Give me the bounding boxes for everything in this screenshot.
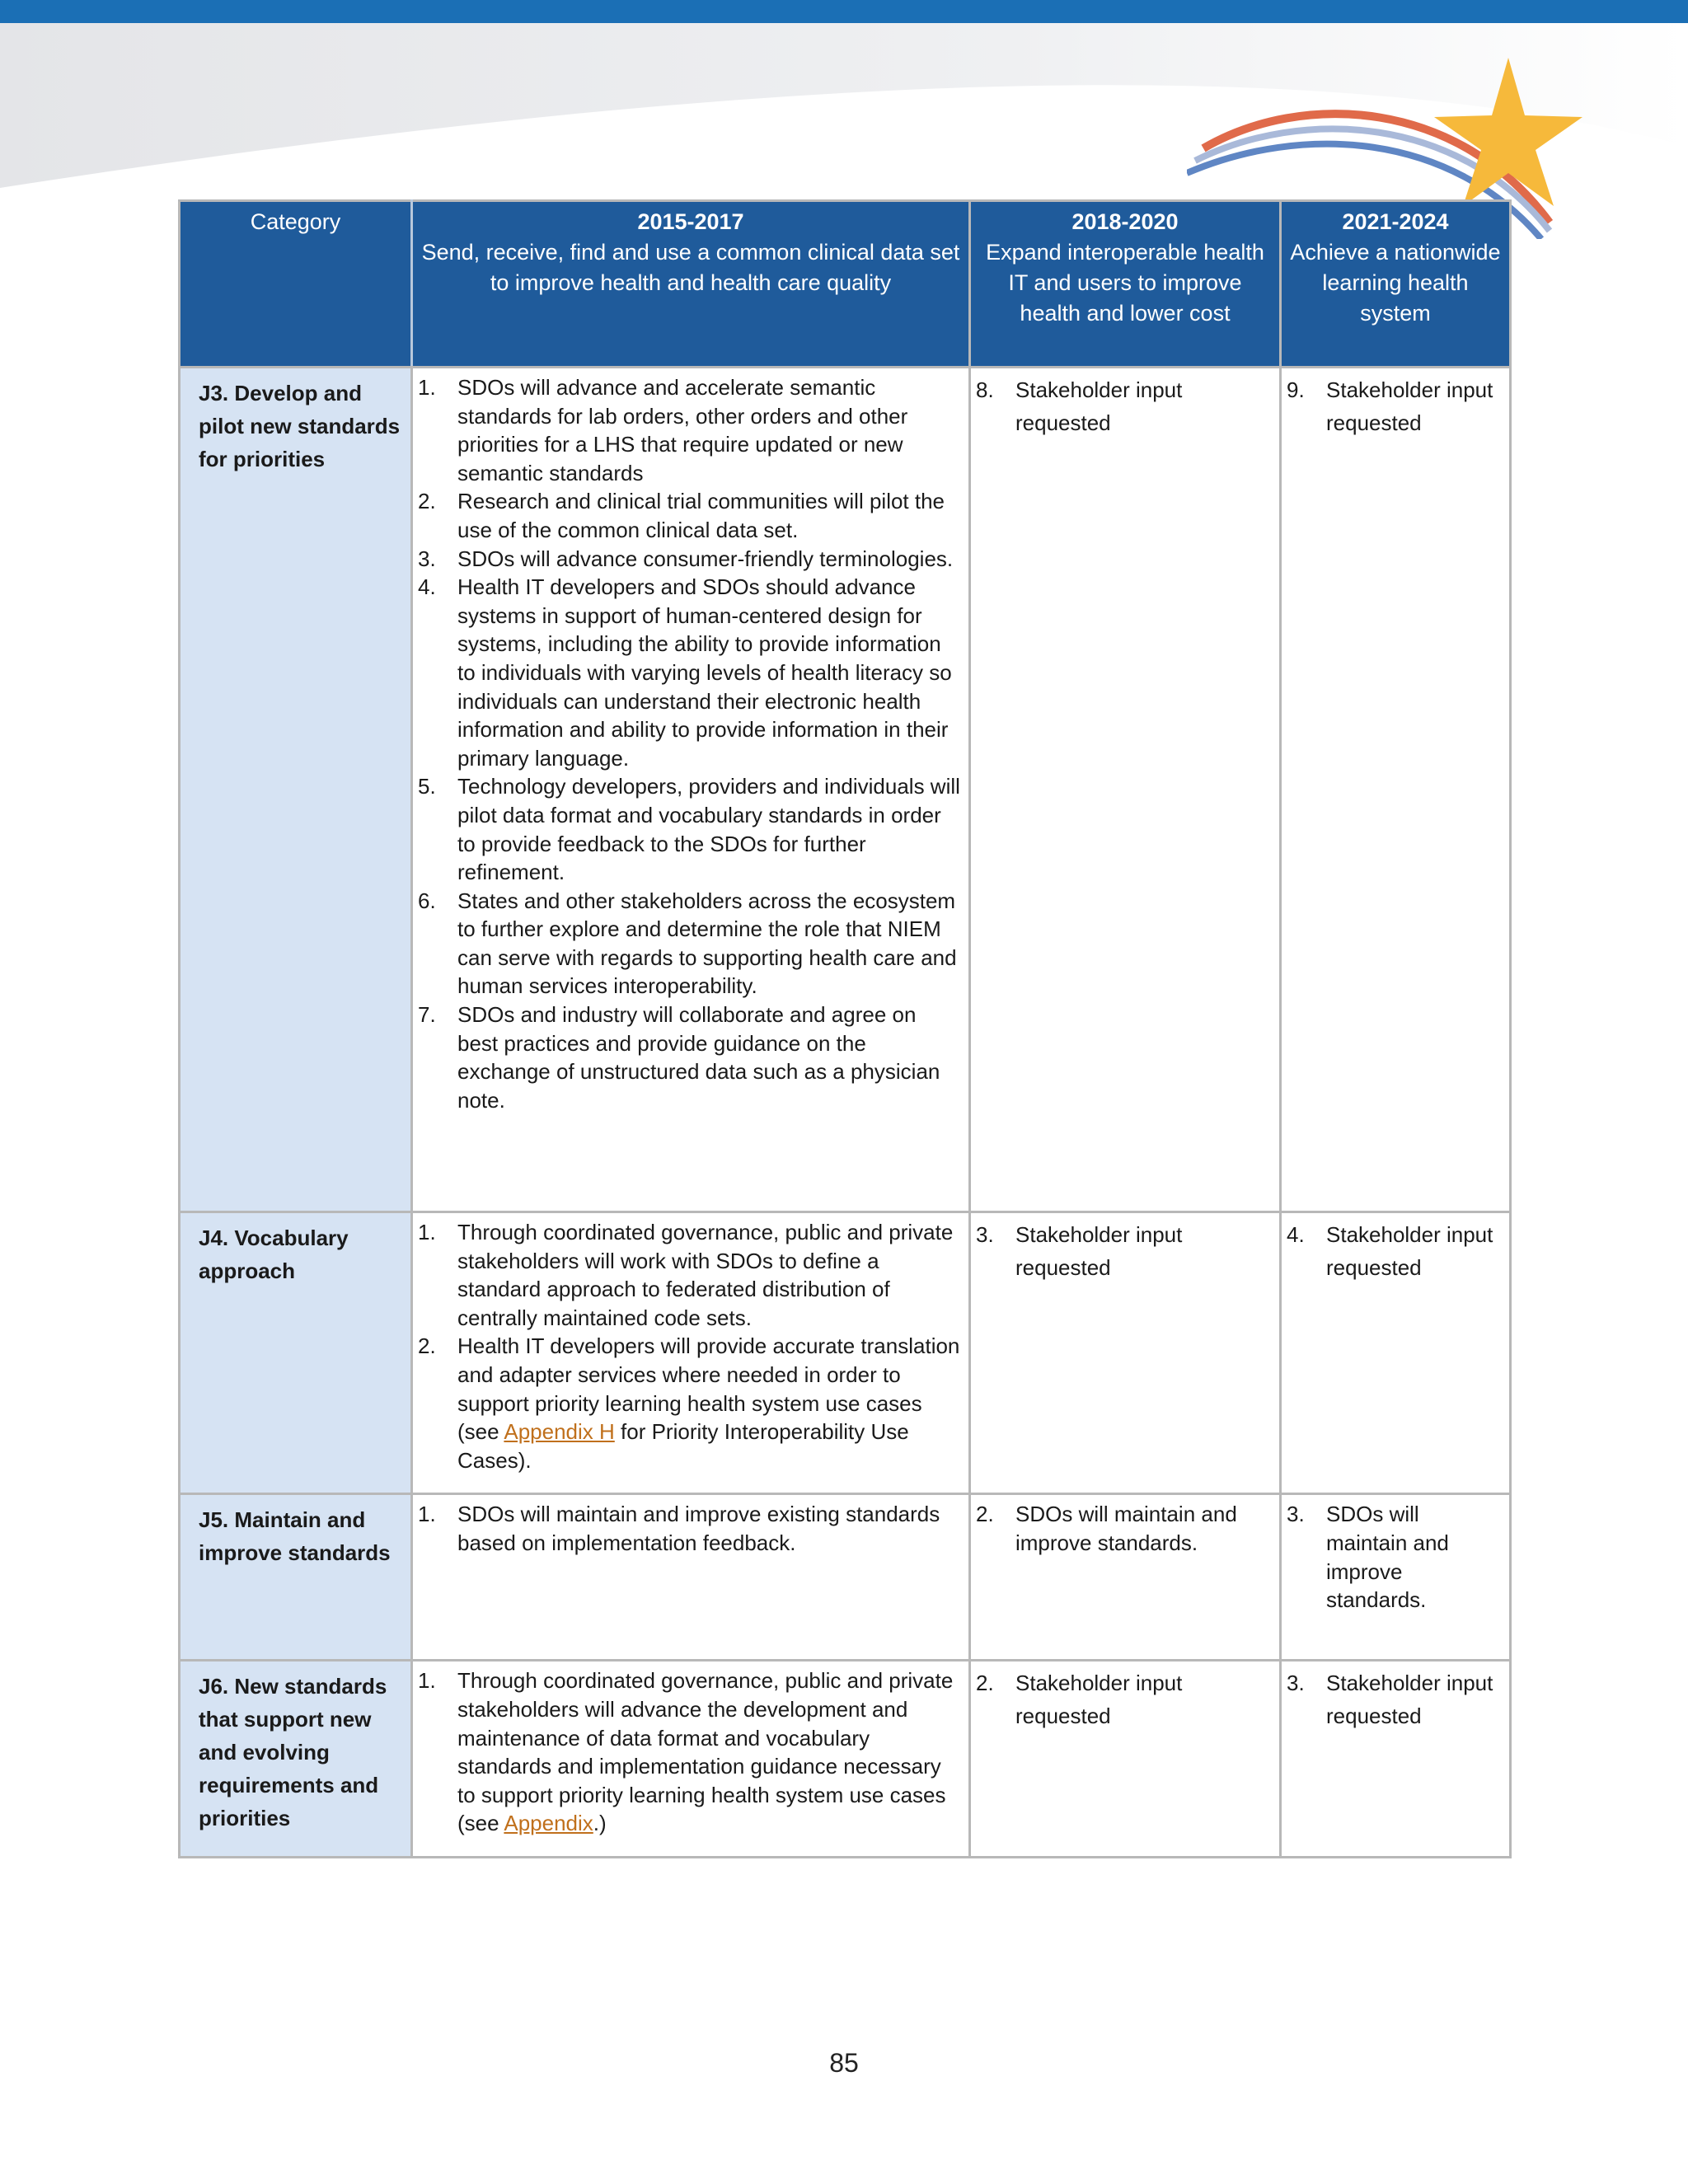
list-item bbox=[418, 1666, 960, 1838]
item-text: Stakeholder input requested bbox=[1326, 1671, 1493, 1729]
item-number: 2. bbox=[976, 1671, 994, 1696]
header-description: Expand interoperable health IT and users to improve health and lower cost bbox=[986, 240, 1264, 326]
item-text: SDOs and industry will collaborate and agree on best practices and provide guidance on the exchange of unstructured data such as a physician note. bbox=[457, 1002, 940, 1113]
item-number: 3. bbox=[1287, 1671, 1305, 1696]
item-number: 9. bbox=[1287, 377, 1305, 402]
item-text: SDOs will maintain and improve standards. bbox=[1015, 1502, 1237, 1555]
item-text: Stakeholder input requested bbox=[1326, 1222, 1493, 1280]
item-number: 8. bbox=[976, 377, 994, 402]
cell-j3-2018-2020 bbox=[970, 368, 1281, 1212]
page-number: 85 bbox=[829, 2048, 859, 2078]
header-category-label: Category bbox=[250, 209, 341, 234]
table-row-j4 bbox=[180, 1212, 1511, 1494]
table-row-j5 bbox=[180, 1494, 1511, 1661]
cell-j6-2015-2017 bbox=[412, 1661, 970, 1858]
item-text: Stakeholder input requested bbox=[1326, 377, 1493, 435]
cell-j5-2015-2017 bbox=[412, 1494, 970, 1661]
item-text bbox=[457, 1332, 960, 1474]
interoperability-roadmap-table bbox=[178, 199, 1512, 1858]
list-item bbox=[418, 1001, 960, 1114]
item-text-part: .) bbox=[593, 1811, 607, 1836]
item-text: Stakeholder input requested bbox=[1015, 377, 1183, 435]
list-item bbox=[418, 772, 960, 886]
milestone-list bbox=[418, 1666, 960, 1838]
item-text: SDOs will maintain and improve existing standards based on implementation feedback. bbox=[457, 1502, 940, 1555]
item-number: 3. bbox=[976, 1222, 994, 1247]
item-text-part: Through coordinated governance, public and private stakeholders will advance the development and maintenance of data format and vocabulary standards and implementation guidance necessary to support priority learning health system use cases (see bbox=[457, 1668, 954, 1836]
cell-j3-2015-2017 bbox=[412, 368, 970, 1212]
cell-j6-2018-2020 bbox=[970, 1661, 1281, 1858]
list-item bbox=[976, 1666, 1271, 1732]
header-title: 2018-2020 bbox=[1071, 209, 1179, 234]
list-item bbox=[976, 1218, 1271, 1284]
item-text: States and other stakeholders across the ecosystem to further explore and determine the role that NIEM can serve with regards to supporting health care and human services interoperability. bbox=[457, 888, 957, 999]
milestone-list bbox=[418, 373, 960, 1114]
item-number: 1. bbox=[418, 375, 436, 400]
list-item bbox=[418, 487, 960, 544]
milestone-list bbox=[418, 1500, 960, 1557]
item-text-part: for Priority Interoperability Use Cases). bbox=[457, 1419, 909, 1473]
item-text: SDOs will advance consumer-friendly terminologies. bbox=[457, 546, 954, 571]
cell-j5-2018-2020 bbox=[970, 1494, 1281, 1661]
cell-j5-2021-2024 bbox=[1281, 1494, 1511, 1661]
item-number: 2. bbox=[418, 1333, 436, 1359]
cell-j4-2018-2020 bbox=[970, 1212, 1281, 1494]
category-j4: J4. Vocabulary approach bbox=[180, 1212, 412, 1494]
appendix-h-link[interactable]: Appendix H bbox=[504, 1419, 615, 1445]
list-item bbox=[1287, 373, 1501, 439]
appendix-link[interactable]: Appendix bbox=[504, 1811, 593, 1836]
top-banner-bar bbox=[0, 0, 1688, 23]
milestone-list bbox=[1287, 1218, 1501, 1284]
list-item bbox=[418, 1332, 960, 1474]
header-2021-2024 bbox=[1281, 201, 1511, 368]
cell-j4-2021-2024 bbox=[1281, 1212, 1511, 1494]
item-text: Stakeholder input requested bbox=[1015, 1222, 1183, 1280]
category-j5: J5. Maintain and improve standards bbox=[180, 1494, 412, 1661]
cell-j4-2015-2017 bbox=[412, 1212, 970, 1494]
table-header-row bbox=[180, 201, 1511, 368]
table-row-j3 bbox=[180, 368, 1511, 1212]
category-j6: J6. New standards that support new and evolving requirements and priorities bbox=[180, 1661, 412, 1858]
item-text: SDOs will maintain and improve standards. bbox=[1326, 1502, 1449, 1613]
item-text: Technology developers, providers and individuals will pilot data format and vocabulary standards in order to provide feedback to the SDOs for further refinement. bbox=[457, 774, 960, 885]
table-row-j6 bbox=[180, 1661, 1511, 1858]
category-j3: J3. Develop and pilot new standards for priorities bbox=[180, 368, 412, 1212]
item-text: Stakeholder input requested bbox=[1015, 1671, 1183, 1729]
item-number: 4. bbox=[418, 574, 436, 600]
item-number: 2. bbox=[976, 1502, 994, 1527]
milestone-list bbox=[1287, 1666, 1501, 1732]
item-number: 7. bbox=[418, 1002, 436, 1028]
milestone-list bbox=[418, 1218, 960, 1474]
header-description: Achieve a nationwide learning health system bbox=[1290, 240, 1501, 326]
list-item bbox=[1287, 1500, 1501, 1614]
item-number: 4. bbox=[1287, 1222, 1305, 1247]
milestone-list bbox=[976, 373, 1271, 439]
milestone-list bbox=[1287, 373, 1501, 439]
milestone-list bbox=[976, 1666, 1271, 1732]
item-text: Through coordinated governance, public and private stakeholders will work with SDOs to define a standard approach to federated distribution of centrally maintained code sets. bbox=[457, 1220, 954, 1330]
list-item bbox=[1287, 1218, 1501, 1284]
item-text: Health IT developers and SDOs should advance systems in support of human-centered design for systems, including the ability to provide information to individuals with varying levels of health literacy so individuals can understand their electronic health information and ability to provide information in their primary language. bbox=[457, 574, 952, 771]
item-number: 3. bbox=[1287, 1502, 1305, 1527]
list-item bbox=[418, 1218, 960, 1332]
list-item bbox=[418, 545, 960, 574]
header-description: Send, receive, find and use a common clinical data set to improve health and health care quality bbox=[421, 240, 960, 295]
milestone-list bbox=[976, 1500, 1271, 1557]
list-item bbox=[418, 1500, 960, 1557]
list-item bbox=[418, 573, 960, 772]
item-number: 1. bbox=[418, 1668, 436, 1694]
list-item bbox=[418, 887, 960, 1001]
list-item bbox=[418, 373, 960, 487]
item-number: 6. bbox=[418, 888, 436, 913]
milestone-list bbox=[976, 1218, 1271, 1284]
header-2015-2017 bbox=[412, 201, 970, 368]
item-text: Research and clinical trial communities will pilot the use of the common clinical data set. bbox=[457, 489, 945, 542]
cell-j3-2021-2024 bbox=[1281, 368, 1511, 1212]
item-text bbox=[457, 1666, 960, 1838]
item-number: 5. bbox=[418, 774, 436, 799]
item-number: 2. bbox=[418, 489, 436, 514]
header-title: 2021-2024 bbox=[1342, 209, 1449, 234]
header-2018-2020 bbox=[970, 201, 1281, 368]
item-number: 1. bbox=[418, 1502, 436, 1527]
item-text-part: Health IT developers will provide accurate translation and adapter services where needed in order to support priority learning health system use cases (see bbox=[457, 1333, 960, 1445]
header-category bbox=[180, 201, 412, 368]
item-number: 3. bbox=[418, 546, 436, 571]
item-text: SDOs will advance and accelerate semantic standards for lab orders, other orders and other priorities for a LHS that require updated or new semantic standards bbox=[457, 375, 908, 485]
list-item bbox=[976, 1500, 1271, 1557]
list-item bbox=[1287, 1666, 1501, 1732]
header-title: 2015-2017 bbox=[637, 209, 744, 234]
item-number: 1. bbox=[418, 1220, 436, 1244]
list-item bbox=[976, 373, 1271, 439]
milestone-list bbox=[1287, 1500, 1501, 1614]
cell-j6-2021-2024 bbox=[1281, 1661, 1511, 1858]
